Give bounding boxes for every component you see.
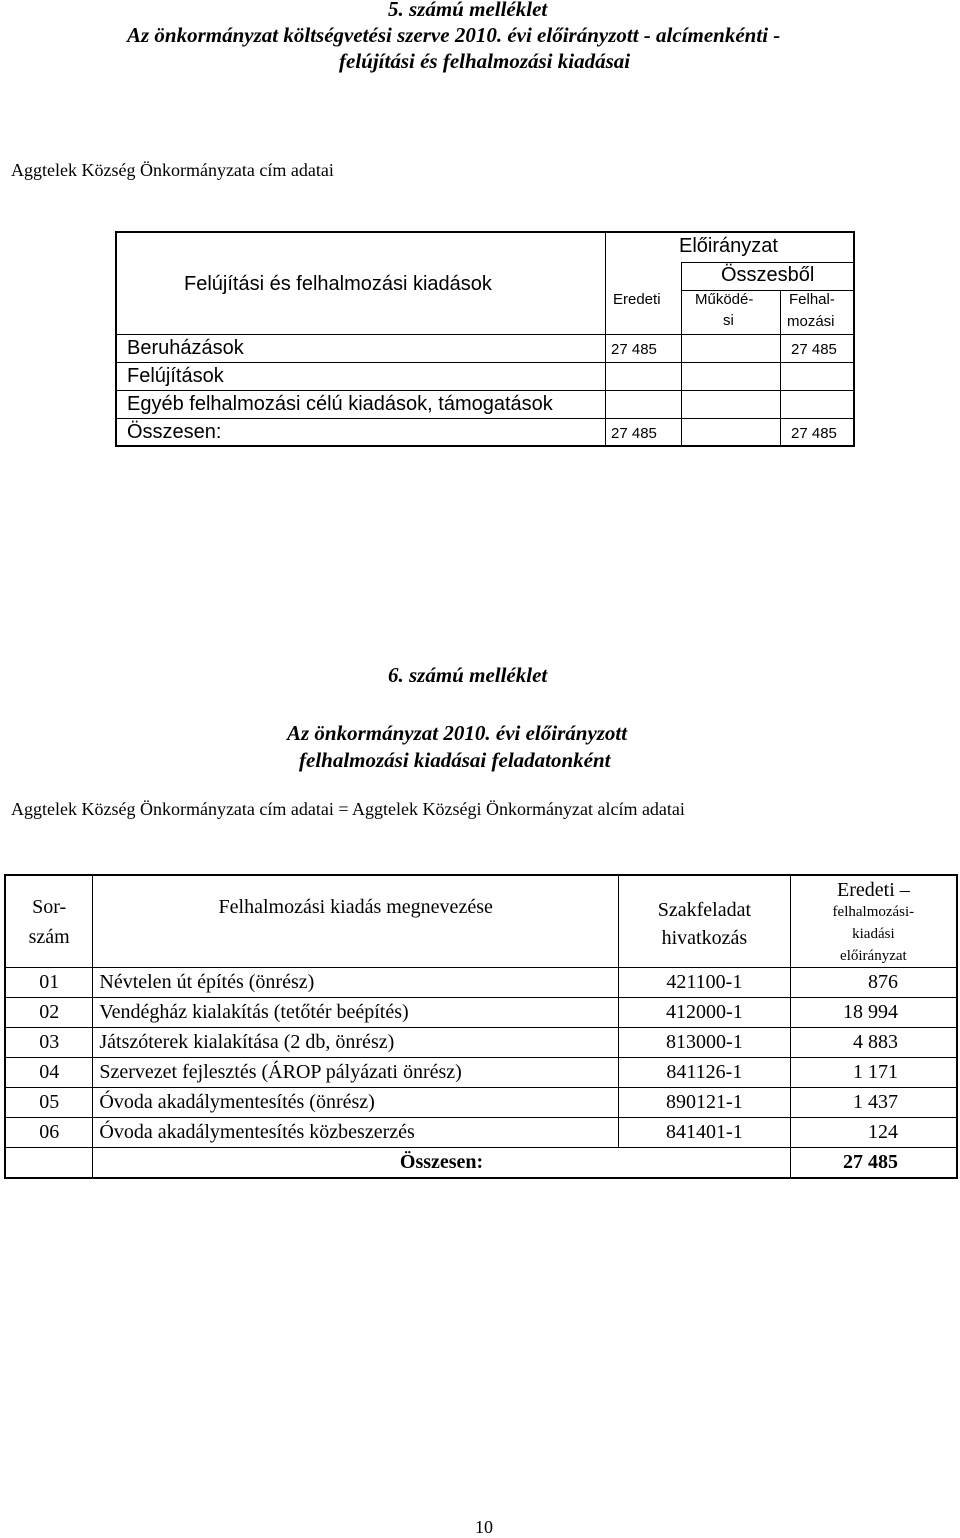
row-number: 06 bbox=[5, 1117, 93, 1147]
header-sorszam bbox=[5, 875, 93, 967]
header-szakfeladat bbox=[619, 875, 791, 967]
header-szakfeladat-1: Szakfeladat bbox=[657, 899, 752, 921]
row-name: Óvoda akadálymentesítés közbeszerzés bbox=[93, 1117, 619, 1147]
header-megnevezes-text: Felhalmozási kiadás megnevezése bbox=[218, 896, 493, 918]
header-szakfeladat-2: hivatkozás bbox=[661, 927, 748, 949]
row-value: 18 994 bbox=[790, 997, 957, 1027]
header-sorszam-1: Sor- bbox=[32, 896, 67, 918]
header-main: Felújítási és felhalmozási kiadások bbox=[184, 273, 492, 295]
header-megnevezes bbox=[93, 875, 619, 967]
row-number: 04 bbox=[5, 1057, 93, 1087]
table-row bbox=[5, 1057, 957, 1087]
row-name: Óvoda akadálymentesítés (önrész) bbox=[93, 1087, 619, 1117]
row-label-felujitasok: Felújítások bbox=[127, 365, 224, 387]
row-code: 412000-1 bbox=[619, 997, 791, 1027]
summary-table bbox=[115, 231, 855, 447]
annex5-title-line2: felújítási és felhalmozási kiadásai bbox=[339, 49, 631, 73]
header-eloiranyzat: Előirányzat bbox=[679, 235, 778, 257]
row-name: Névtelen út építés (önrész) bbox=[93, 967, 619, 997]
row-code: 841401-1 bbox=[619, 1117, 791, 1147]
header-eredeti bbox=[790, 875, 957, 967]
annex5-number: 5. számú melléklet bbox=[388, 0, 548, 21]
annex6-title-line1: Az önkormányzat 2010. évi előirányzott bbox=[287, 721, 628, 745]
row-felhalm-beruhazasok: 27 485 bbox=[791, 341, 837, 358]
header-mukodesi-1: Működé- bbox=[695, 291, 754, 308]
row-number: 05 bbox=[5, 1087, 93, 1117]
table-row bbox=[5, 1117, 957, 1147]
row-value: 876 bbox=[790, 967, 957, 997]
row-value: 4 883 bbox=[790, 1027, 957, 1057]
header-eredeti-3: kiadási bbox=[852, 926, 895, 942]
row-label-egyeb: Egyéb felhalmozási célú kiadások, támogatások bbox=[127, 393, 553, 415]
annex6-title-line2: felhalmozási kiadásai feladatonként bbox=[299, 748, 611, 772]
row-number: 02 bbox=[5, 997, 93, 1027]
table-row bbox=[5, 997, 957, 1027]
header-felhalm-1: Felhal- bbox=[789, 291, 835, 308]
row-felhalm-osszesen: 27 485 bbox=[791, 425, 837, 442]
row-value: 1 171 bbox=[790, 1057, 957, 1087]
investment-table bbox=[4, 874, 958, 1179]
header-eredeti-2: felhalmozási- bbox=[832, 904, 915, 920]
table-row bbox=[5, 1087, 957, 1117]
total-label: Összesen: bbox=[93, 1147, 790, 1178]
row-name: Vendégház kialakítás (tetőtér beépítés) bbox=[93, 997, 619, 1027]
row-code: 813000-1 bbox=[619, 1027, 791, 1057]
annex5-subtitle: Aggtelek Község Önkormányzata cím adatai bbox=[11, 160, 334, 180]
table-row bbox=[5, 1027, 957, 1057]
table-row bbox=[5, 967, 957, 997]
header-eredeti-1: Eredeti – bbox=[837, 879, 910, 901]
header-mukodesi-2: si bbox=[723, 312, 734, 329]
row-label-osszesen: Összesen: bbox=[127, 421, 222, 443]
row-eredeti-osszesen: 27 485 bbox=[611, 425, 657, 442]
row-name: Szervezet fejlesztés (ÁROP pályázati önrész) bbox=[93, 1057, 619, 1087]
row-number: 03 bbox=[5, 1027, 93, 1057]
row-label-beruhazasok: Beruházások bbox=[127, 337, 244, 359]
row-code: 841126-1 bbox=[619, 1057, 791, 1087]
total-value: 27 485 bbox=[790, 1147, 957, 1178]
row-code: 421100-1 bbox=[619, 967, 791, 997]
page-number: 10 bbox=[475, 1517, 493, 1537]
header-sorszam-2: szám bbox=[28, 926, 70, 948]
row-value: 124 bbox=[790, 1117, 957, 1147]
annex5-title-line1: Az önkormányzat költségvetési szerve 2010. évi előirányzott - alcímenkénti - bbox=[127, 23, 781, 47]
row-value: 1 437 bbox=[790, 1087, 957, 1117]
total-row bbox=[5, 1147, 957, 1178]
header-eredeti: Eredeti bbox=[613, 291, 661, 308]
annex6-number: 6. számú melléklet bbox=[388, 663, 548, 687]
header-eredeti-4: előirányzat bbox=[840, 948, 907, 964]
row-number: 01 bbox=[5, 967, 93, 997]
row-eredeti-beruhazasok: 27 485 bbox=[611, 341, 657, 358]
annex6-subtitle: Aggtelek Község Önkormányzata cím adatai = Aggtelek Községi Önkormányzat alcím adatai bbox=[11, 799, 685, 819]
header-osszesbol: Összesből bbox=[721, 264, 815, 286]
row-name: Játszóterek kialakítása (2 db, önrész) bbox=[93, 1027, 619, 1057]
total-empty-cell bbox=[5, 1147, 93, 1178]
row-code: 890121-1 bbox=[619, 1087, 791, 1117]
header-felhalm-2: mozási bbox=[787, 313, 835, 330]
